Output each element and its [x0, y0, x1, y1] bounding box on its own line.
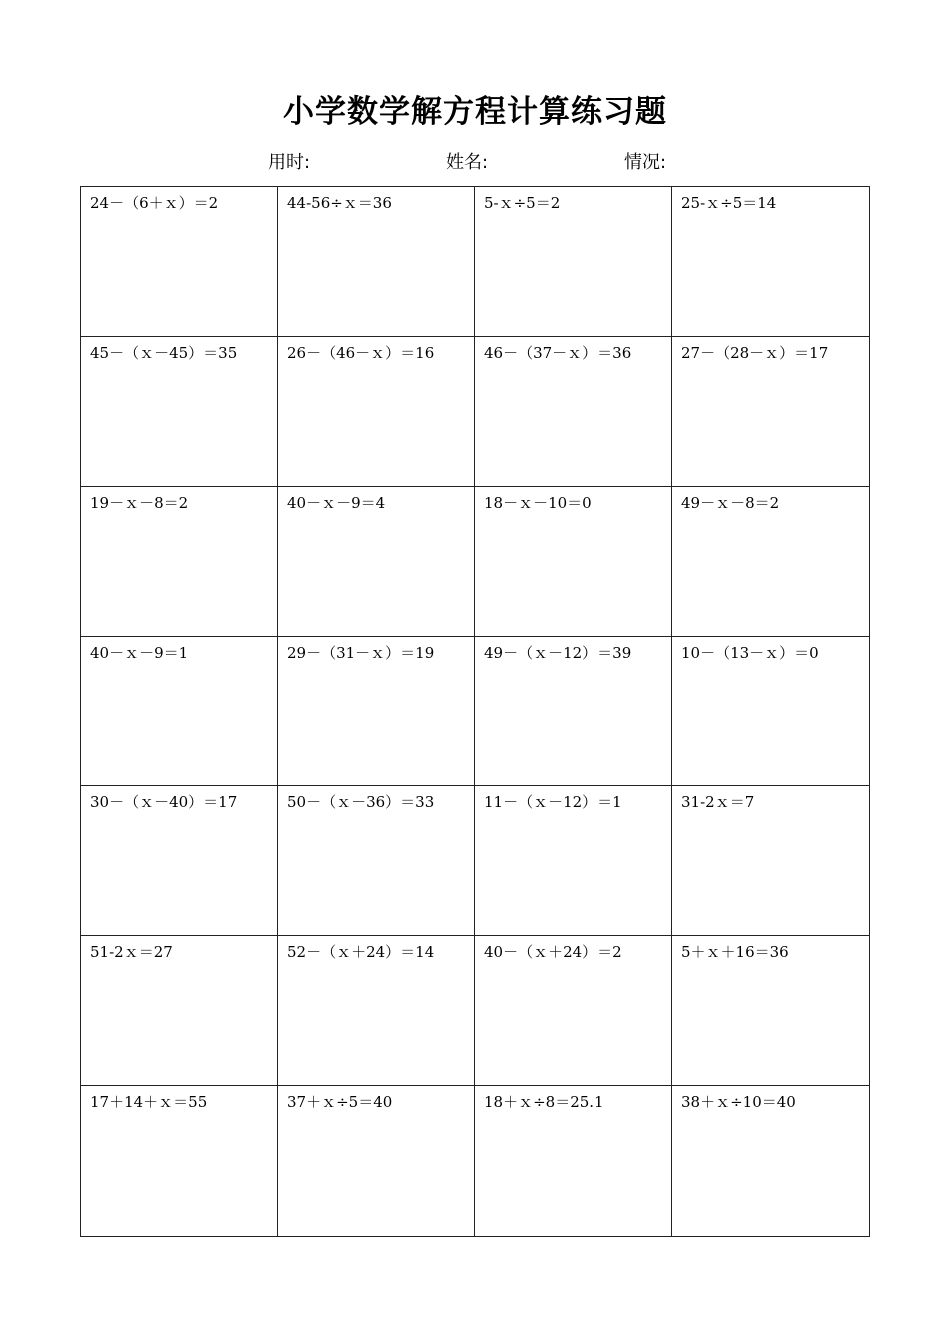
problem-cell: 27－（28－ｘ）＝17 — [672, 337, 869, 487]
problem-cell: 51-2ｘ＝27 — [81, 936, 278, 1086]
problem-cell: 50－（ｘ－36）＝33 — [278, 786, 475, 936]
problem-cell: 19－ｘ－8＝2 — [81, 487, 278, 637]
problem-cell: 24－（6＋ｘ）＝2 — [81, 187, 278, 337]
problem-cell: 17＋14＋ｘ＝55 — [81, 1086, 278, 1236]
problem-cell: 5＋ｘ＋16＝36 — [672, 936, 869, 1086]
problem-cell: 52－（ｘ＋24）＝14 — [278, 936, 475, 1086]
problem-cell: 38＋ｘ÷10＝40 — [681, 1093, 796, 1112]
problem-cell: 49－ｘ－8＝2 — [672, 487, 869, 637]
problem-grid — [80, 186, 870, 1237]
problem-cell: 40－（ｘ＋24）＝2 — [475, 936, 672, 1086]
problem-cell: 30－（ｘ－40）＝17 — [81, 786, 278, 936]
problem-cell: 40－ｘ－9＝4 — [278, 487, 475, 637]
problem-cell: 5-ｘ÷5＝2 — [475, 187, 672, 337]
problem-cell: 10－（13－ｘ）＝0 — [672, 637, 869, 787]
problem-cell: 18－ｘ－10＝0 — [475, 487, 672, 637]
problem-cell: 46－（37－ｘ）＝36 — [475, 337, 672, 487]
problem-cell: 45－（ｘ－45）＝35 — [81, 337, 278, 487]
problem-cell: 37＋ｘ÷5＝40 — [278, 1086, 475, 1236]
name-label: 姓名: — [446, 152, 489, 173]
problem-cell: 18＋ｘ÷8＝25.1 — [475, 1086, 672, 1236]
problem-cell: 40－ｘ－9＝1 — [81, 637, 278, 787]
problem-cell: 44-56÷ｘ＝36 — [278, 187, 475, 337]
problem-cell: 31-2ｘ＝7 — [672, 786, 869, 936]
problem-cell: 26－（46－ｘ）＝16 — [278, 337, 475, 487]
status-label: 情况: — [624, 152, 667, 173]
problem-cell: 29－（31－ｘ）＝19 — [278, 637, 475, 787]
problem-cell: 11－（ｘ－12）＝1 — [475, 786, 672, 936]
problem-cell: 25-ｘ÷5＝14 — [672, 187, 869, 337]
time-label: 用时: — [268, 152, 311, 173]
problem-cell: 49－（ｘ－12）＝39 — [475, 637, 672, 787]
worksheet-title: 小学数学解方程计算练习题 — [283, 94, 667, 130]
